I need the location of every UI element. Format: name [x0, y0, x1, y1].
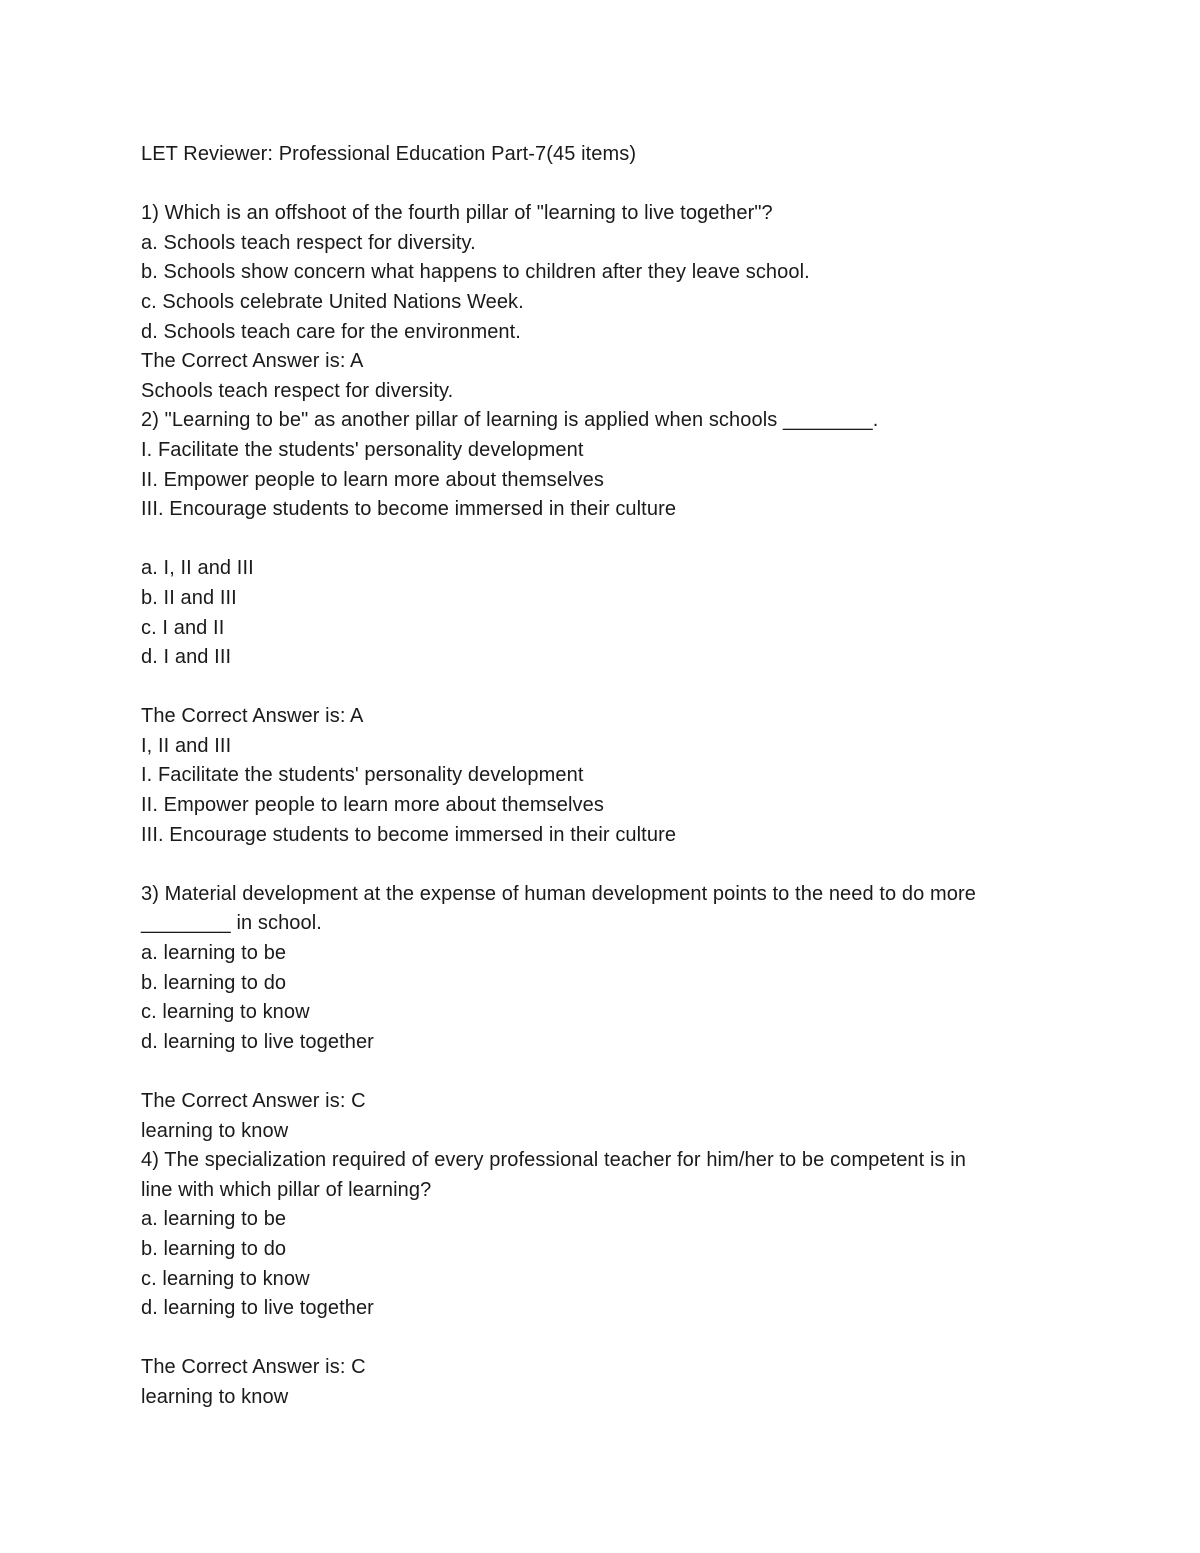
statement-i: I. Facilitate the students' personality development	[141, 438, 584, 461]
question-text: 2) "Learning to be" as another pillar of learning is applied when schools ________.	[141, 409, 879, 432]
option-a: a. learning to be	[141, 942, 287, 965]
option-d: d. learning to live together	[141, 1030, 374, 1053]
question-text: 1) Which is an offshoot of the fourth pillar of "learning to live together"?	[141, 202, 773, 225]
spacer	[141, 850, 1101, 880]
statement-ii: II. Empower people to learn more about themselves	[141, 468, 604, 491]
question-text: 4) The specialization required of every professional teacher for him/her to be competent is in	[141, 1149, 967, 1172]
answer-explanation: Schools teach respect for diversity.	[141, 379, 454, 402]
option-b: b. Schools show concern what happens to children after they leave school.	[141, 261, 810, 284]
question-1	[141, 199, 1101, 406]
option-c: c. Schools celebrate United Nations Week.	[141, 290, 524, 313]
correct-answer: The Correct Answer is: A	[141, 350, 364, 373]
option-c: c. I and II	[141, 616, 225, 639]
spacer	[141, 673, 1101, 703]
answer-explanation: learning to know	[141, 1119, 289, 1142]
option-b: b. learning to do	[141, 971, 287, 994]
document-page	[141, 140, 1101, 1413]
spacer	[141, 1324, 1101, 1354]
question-3	[141, 880, 1101, 1146]
question-text: line with which pillar of learning?	[141, 1178, 432, 1201]
correct-answer: The Correct Answer is: C	[141, 1356, 366, 1379]
option-b: b. II and III	[141, 586, 237, 609]
answer-explanation: learning to know	[141, 1385, 289, 1408]
question-text: 3) Material development at the expense of human development points to the need to do more	[141, 882, 976, 905]
spacer	[141, 1057, 1101, 1087]
question-text: ________ in school.	[141, 912, 322, 935]
answer-explanation: I. Facilitate the students' personality development	[141, 764, 584, 787]
correct-answer: The Correct Answer is: C	[141, 1090, 366, 1112]
correct-answer: The Correct Answer is: A	[141, 705, 364, 728]
option-a: a. learning to be	[141, 1208, 287, 1231]
option-c: c. learning to know	[141, 1001, 310, 1024]
document-title: LET Reviewer: Professional Education Part-7(45 items)	[141, 143, 637, 165]
statement-iii: III. Encourage students to become immersed in their culture	[141, 498, 677, 521]
question-2	[141, 406, 1101, 850]
option-a: a. Schools teach respect for diversity.	[141, 231, 476, 254]
answer-explanation: III. Encourage students to become immersed in their culture	[141, 823, 677, 846]
option-d: d. Schools teach care for the environment.	[141, 320, 521, 343]
option-d: d. I and III	[141, 646, 232, 669]
option-c: c. learning to know	[141, 1267, 310, 1290]
answer-explanation: I, II and III	[141, 734, 232, 757]
question-4	[141, 1146, 1101, 1412]
option-a: a. I, II and III	[141, 557, 254, 580]
option-b: b. learning to do	[141, 1237, 287, 1260]
option-d: d. learning to live together	[141, 1297, 374, 1320]
spacer	[141, 525, 1101, 555]
answer-explanation: II. Empower people to learn more about themselves	[141, 794, 604, 817]
spacer	[141, 170, 1101, 200]
